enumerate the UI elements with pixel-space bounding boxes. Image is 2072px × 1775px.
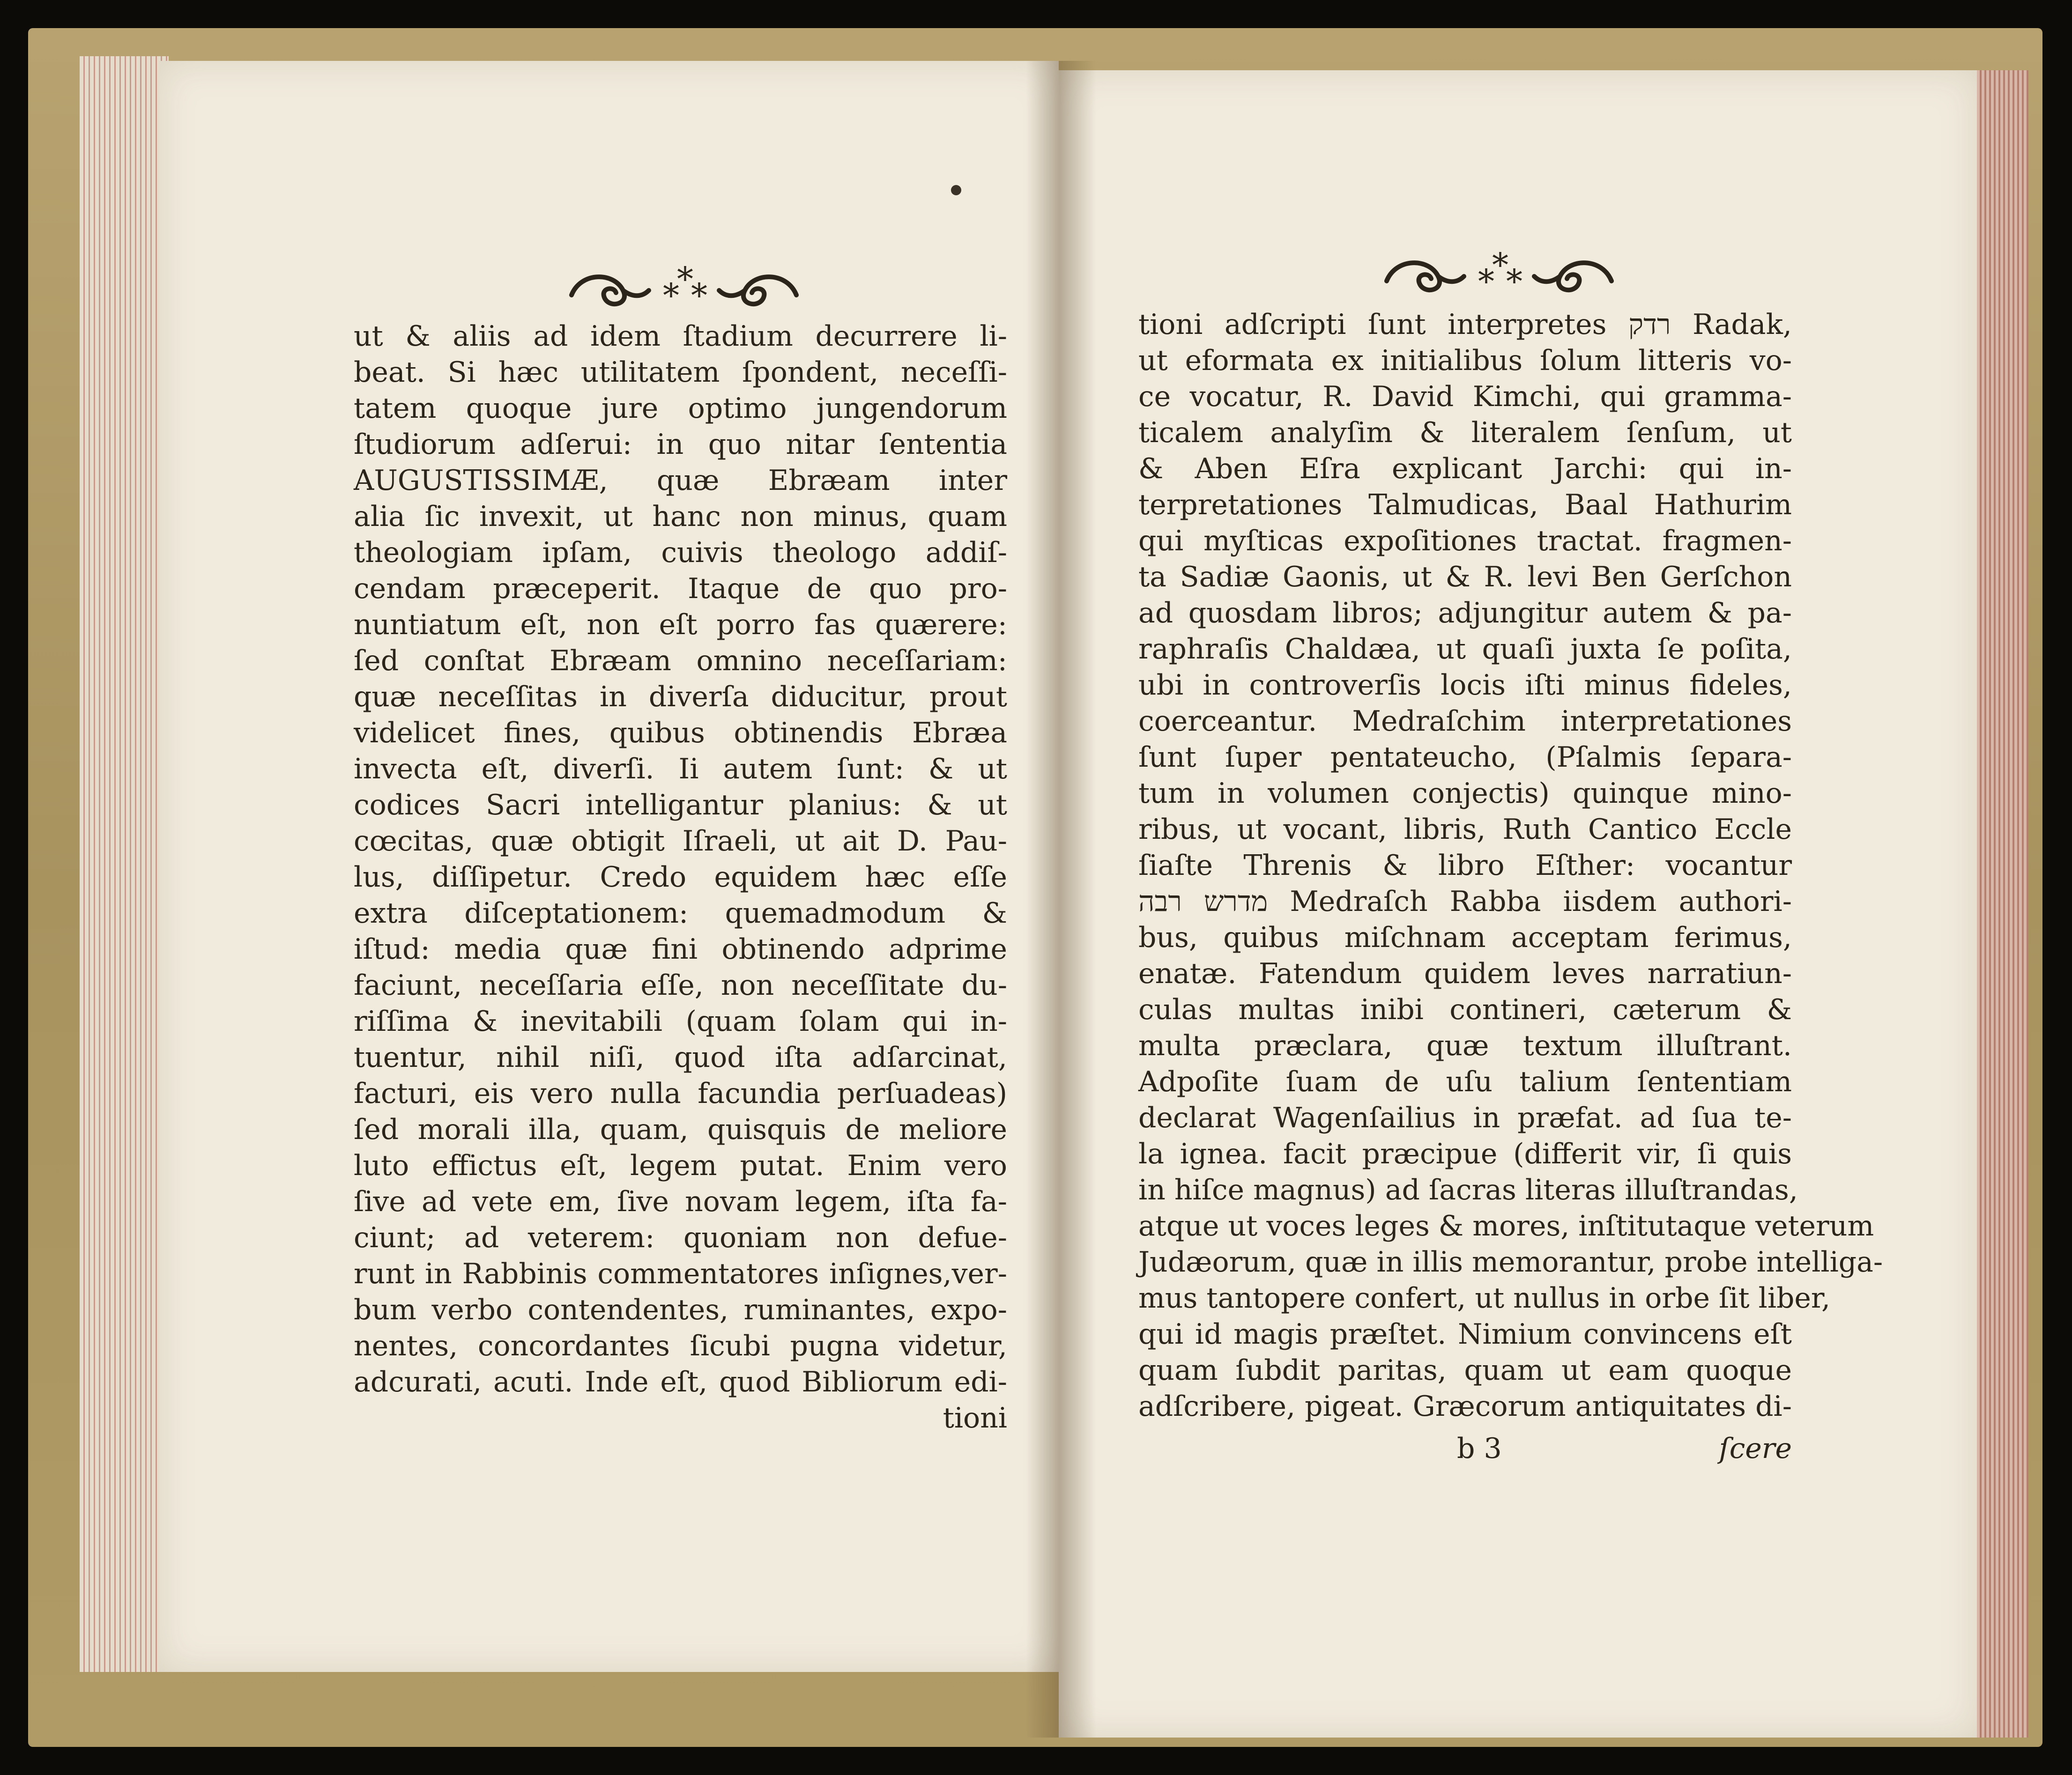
svg-text:*: *: [691, 276, 707, 315]
text-line: facturi, eis vero nulla facundia perſuadeas): [354, 1077, 1007, 1110]
text-line: lus, diſſipetur. Credo equidem hæc eſſe: [354, 861, 1007, 894]
book-gutter: [1026, 61, 1096, 1738]
ornament-left-icon: [562, 262, 806, 318]
text-line: videlicet fines, quibus obtinendis Ebræa: [354, 717, 1007, 749]
text-line: adſcribere, pigeat. Græcorum antiquitates di-: [1138, 1390, 1792, 1423]
svg-text:*: *: [1506, 262, 1522, 301]
catchword-left: tioni: [943, 1402, 1007, 1435]
svg-text:*: *: [1492, 246, 1508, 284]
svg-text:*: *: [663, 276, 679, 315]
signature-mark: b 3: [1457, 1432, 1502, 1465]
text-line: beat. Si hæc utilitatem ſpondent, neceſſi-: [354, 356, 1007, 389]
text-line: in hiſce magnus) ad ſacras literas illuſtrandas,: [1138, 1174, 1798, 1206]
text-line: extra diſceptationem: quemadmodum &: [354, 897, 1007, 930]
text-line: raphraſis Chaldæa, ut quaſi juxta ſe poſita,: [1138, 633, 1792, 666]
text-line: terpretationes Talmudicas, Baal Hathurim: [1138, 488, 1792, 521]
right-page-footer: [1138, 1432, 1792, 1470]
text-line: Adpoſite ſuam de uſu talium ſententiam: [1138, 1065, 1792, 1098]
ink-dot: [951, 185, 961, 195]
text-line: runt in Rabbinis commentatores inſignes,ver-: [354, 1257, 1007, 1290]
text-line: ta Sadiæ Gaonis, ut & R. levi Ben Gerſchon: [1138, 561, 1792, 593]
text-line: cœcitas, quæ obtigit Iſraeli, ut ait D. Pau-: [354, 825, 1007, 858]
text-line: מדרש רבה Medraſch Rabba iisdem authori-: [1138, 885, 1792, 918]
text-line: ut eformata ex initialibus ſolum litteris vo-: [1138, 344, 1792, 377]
text-line: culas multas inibi contineri, cæterum &: [1138, 993, 1792, 1026]
text-line: quam ſubdit paritas, quam ut eam quoque: [1138, 1354, 1792, 1387]
text-line: enatæ. Fatendum quidem leves narratiun-: [1138, 957, 1792, 990]
text-line: tioni adſcripti ſunt interpretes רדק Radak,: [1138, 308, 1792, 341]
svg-text:*: *: [1478, 262, 1494, 301]
ornament-right-icon: [1377, 248, 1621, 304]
text-line: ubi in controverſis locis iſti minus fideles,: [1138, 669, 1792, 702]
text-line: adcurati, acuti. Inde eſt, quod Bibliorum edi-: [354, 1366, 1007, 1398]
text-line: faciunt, neceſſaria eſſe, non neceſſitate du-: [354, 969, 1007, 1002]
text-line: ciunt; ad veterem: quoniam non defue-: [354, 1221, 1007, 1254]
page-edges-left: [80, 56, 169, 1672]
svg-text:*: *: [677, 260, 693, 298]
left-page-text: [354, 318, 1007, 1436]
text-line: qui myſticas expoſitiones tractat. fragmen-: [1138, 525, 1792, 557]
catchword-right: ſcere: [1719, 1432, 1792, 1465]
text-line: bus, quibus miſchnam acceptam ferimus,: [1138, 921, 1792, 954]
text-line: mus tantopere confert, ut nullus in orbe ſit liber,: [1138, 1282, 1831, 1315]
text-line: ribus, ut vocant, libris, Ruth Cantico Eccle: [1138, 813, 1792, 846]
text-line: qui id magis præſtet. Nimium convincens eſt: [1138, 1318, 1792, 1351]
text-line: la ignea. facit præcipue (differit vir, ſi quis: [1138, 1138, 1792, 1170]
text-line: nuntiatum eſt, non eſt porro fas quærere:: [354, 608, 1007, 641]
text-line: multa præclara, quæ textum illuſtrant.: [1138, 1029, 1792, 1062]
text-line: ce vocatur, R. David Kimchi, qui gramma-: [1138, 380, 1792, 413]
text-line: luto effictus eſt, legem putat. Enim vero: [354, 1149, 1007, 1182]
text-line: ticalem analyſim & literalem ſenſum, ut: [1138, 416, 1792, 449]
text-line: tatem quoque jure optimo jungendorum: [354, 392, 1007, 425]
text-line: tuentur, nihil niſi, quod iſta adſarcinat,: [354, 1041, 1007, 1074]
text-line: tum in volumen conjectis) quinque mino-: [1138, 777, 1792, 810]
text-line: iſtud: media quæ fini obtinendo adprime: [354, 933, 1007, 966]
text-line: quæ neceſſitas in diverſa diducitur, prout: [354, 680, 1007, 713]
text-line: & Aben Eſra explicant Jarchi: qui in-: [1138, 452, 1792, 485]
text-line: codices Sacri intelligantur planius: & ut: [354, 789, 1007, 821]
right-page-text: [1138, 307, 1883, 1425]
text-line: atque ut voces leges & mores, inſtitutaque veterum: [1138, 1210, 1874, 1242]
text-line: ad quosdam libros; adjungitur autem & pa-: [1138, 597, 1792, 629]
text-line: ſive ad vete em, ſive novam legem, iſta fa-: [354, 1185, 1007, 1218]
text-line: declarat Wagenſailius in præfat. ad ſua te-: [1138, 1102, 1792, 1134]
text-line: cendam præceperit. Itaque de quo pro-: [354, 572, 1007, 605]
text-line: riſſima & inevitabili (quam ſolam qui in-: [354, 1005, 1007, 1038]
text-line: invecta eſt, diverſi. Ii autem ſunt: & ut: [354, 753, 1007, 785]
text-line: theologiam ipſam, cuivis theologo addiſ-: [354, 536, 1007, 569]
text-line: coerceantur. Medraſchim interpretationes: [1138, 705, 1792, 738]
text-line: ſiaſte Threnis & libro Eſther: vocantur: [1138, 849, 1792, 882]
text-line: bum verbo contendentes, ruminantes, expo-: [354, 1294, 1007, 1326]
text-line: Judæorum, quæ in illis memorantur, probe intelliga-: [1138, 1246, 1883, 1279]
text-line: AUGUSTISSIMÆ, quæ Ebræam inter: [354, 464, 1007, 497]
text-line: ſunt ſuper pentateucho, (Pſalmis ſepara-: [1138, 741, 1792, 774]
text-line: alia ſic invexit, ut hanc non minus, quam: [354, 500, 1007, 533]
text-line: nentes, concordantes ſicubi pugna videtur,: [354, 1330, 1007, 1362]
text-line: ſed morali illa, quam, quisquis de meliore: [354, 1113, 1007, 1146]
text-line: ſtudiorum adſerui: in quo nitar ſententia: [354, 428, 1007, 461]
text-line: ſed conſtat Ebræam omnino neceſſariam:: [354, 644, 1007, 677]
text-line: ut & aliis ad idem ſtadium decurrere li-: [354, 320, 1007, 353]
